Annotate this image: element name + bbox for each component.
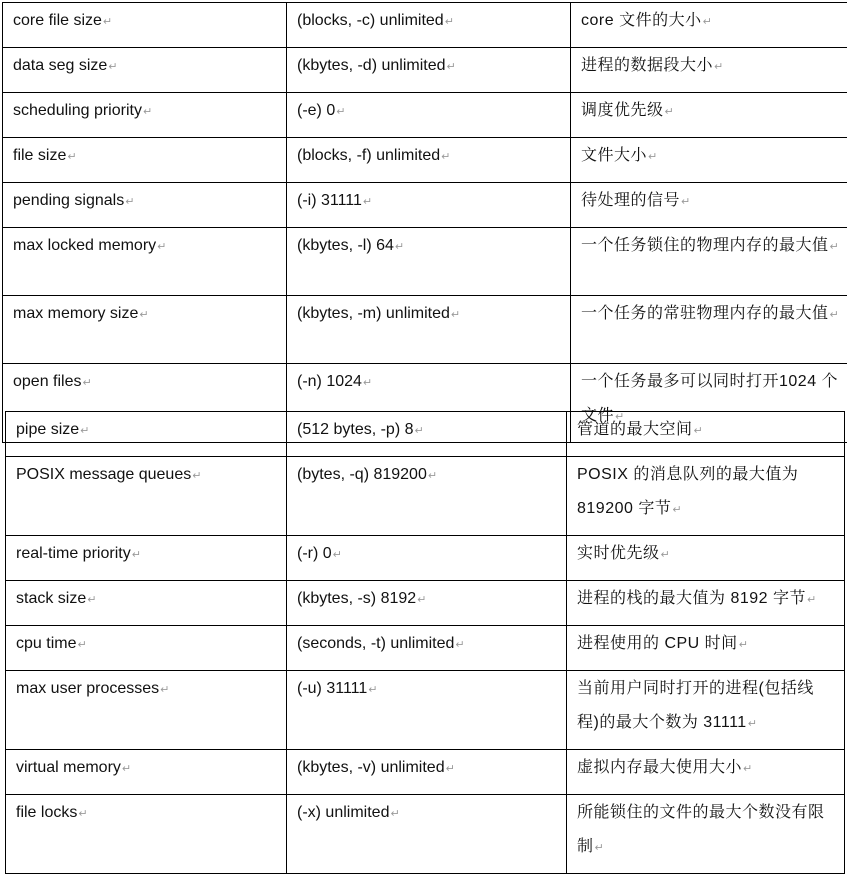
limit-name-cell: max locked memory↵ xyxy=(3,228,287,296)
limit-name-cell: stack size↵ xyxy=(6,581,287,626)
table-row xyxy=(3,183,847,228)
table-row xyxy=(6,795,845,874)
table-row xyxy=(3,3,847,48)
limit-value-cell: (kbytes, -d) unlimited↵ xyxy=(287,48,571,93)
limit-desc-cell: 一个任务锁住的物理内存的最大值↵ xyxy=(571,228,847,296)
limit-desc-cell: 文件大小↵ xyxy=(571,138,847,183)
limit-name-cell: pending signals↵ xyxy=(3,183,287,228)
limit-value-cell: (kbytes, -l) 64↵ xyxy=(287,228,571,296)
table-row xyxy=(3,48,847,93)
limit-desc-cell: 实时优先级↵ xyxy=(567,536,845,581)
limit-desc-cell: 进程的栈的最大值为 8192 字节↵ xyxy=(567,581,845,626)
table-row xyxy=(6,581,845,626)
limit-desc-cell: 待处理的信号↵ xyxy=(571,183,847,228)
limit-desc-cell: core 文件的大小↵ xyxy=(571,3,847,48)
table-row xyxy=(3,296,847,364)
limit-value-cell: (-n) 1024↵ xyxy=(287,364,571,443)
limit-desc-cell: 管道的最大空间↵ xyxy=(567,412,845,457)
limit-value-cell: (blocks, -f) unlimited↵ xyxy=(287,138,571,183)
limit-value-cell: (-r) 0↵ xyxy=(287,536,567,581)
limit-name-cell: data seg size↵ xyxy=(3,48,287,93)
table-row xyxy=(6,671,845,750)
limit-name-cell: real-time priority↵ xyxy=(6,536,287,581)
limit-value-cell: (kbytes, -s) 8192↵ xyxy=(287,581,567,626)
limit-desc-cell: 当前用户同时打开的进程(包括线程)的最大个数为 31111↵ xyxy=(567,671,845,750)
limit-name-cell: max memory size↵ xyxy=(3,296,287,364)
limit-value-cell: (-x) unlimited↵ xyxy=(287,795,567,874)
limit-name-cell: POSIX message queues↵ xyxy=(6,457,287,536)
limit-desc-cell: 一个任务的常驻物理内存的最大值↵ xyxy=(571,296,847,364)
limit-value-cell: (-i) 31111↵ xyxy=(287,183,571,228)
table-row xyxy=(3,93,847,138)
limit-value-cell: (kbytes, -m) unlimited↵ xyxy=(287,296,571,364)
limit-name-cell: file size↵ xyxy=(3,138,287,183)
limit-desc-cell: 进程使用的 CPU 时间↵ xyxy=(567,626,845,671)
limit-desc-cell: 调度优先级↵ xyxy=(571,93,847,138)
limit-value-cell: (-u) 31111↵ xyxy=(287,671,567,750)
limit-value-cell: (512 bytes, -p) 8↵ xyxy=(287,412,567,457)
ulimit-table-2 xyxy=(5,411,845,874)
table-row xyxy=(6,536,845,581)
limit-desc-cell: 进程的数据段大小↵ xyxy=(571,48,847,93)
table-row xyxy=(6,626,845,671)
limit-name-cell: max user processes↵ xyxy=(6,671,287,750)
limit-name-cell: scheduling priority↵ xyxy=(3,93,287,138)
limit-desc-cell: POSIX 的消息队列的最大值为819200 字节↵ xyxy=(567,457,845,536)
limit-value-cell: (seconds, -t) unlimited↵ xyxy=(287,626,567,671)
table-row xyxy=(6,412,845,457)
table-row xyxy=(3,138,847,183)
limit-name-cell: pipe size↵ xyxy=(6,412,287,457)
limit-value-cell: (bytes, -q) 819200↵ xyxy=(287,457,567,536)
limit-desc-cell: 一个任务最多可以同时打开1024 个文件↵ xyxy=(571,364,847,443)
limit-desc-cell: 所能锁住的文件的最大个数没有限制↵ xyxy=(567,795,845,874)
table-row xyxy=(6,457,845,536)
limit-desc-cell: 虚拟内存最大使用大小↵ xyxy=(567,750,845,795)
limit-value-cell: (kbytes, -v) unlimited↵ xyxy=(287,750,567,795)
limit-name-cell: file locks↵ xyxy=(6,795,287,874)
limit-value-cell: (blocks, -c) unlimited↵ xyxy=(287,3,571,48)
limit-name-cell: virtual memory↵ xyxy=(6,750,287,795)
limit-value-cell: (-e) 0↵ xyxy=(287,93,571,138)
table-row xyxy=(3,228,847,296)
ulimit-table-1 xyxy=(2,2,847,443)
limit-name-cell: open files↵ xyxy=(3,364,287,443)
limit-name-cell: core file size↵ xyxy=(3,3,287,48)
limit-name-cell: cpu time↵ xyxy=(6,626,287,671)
